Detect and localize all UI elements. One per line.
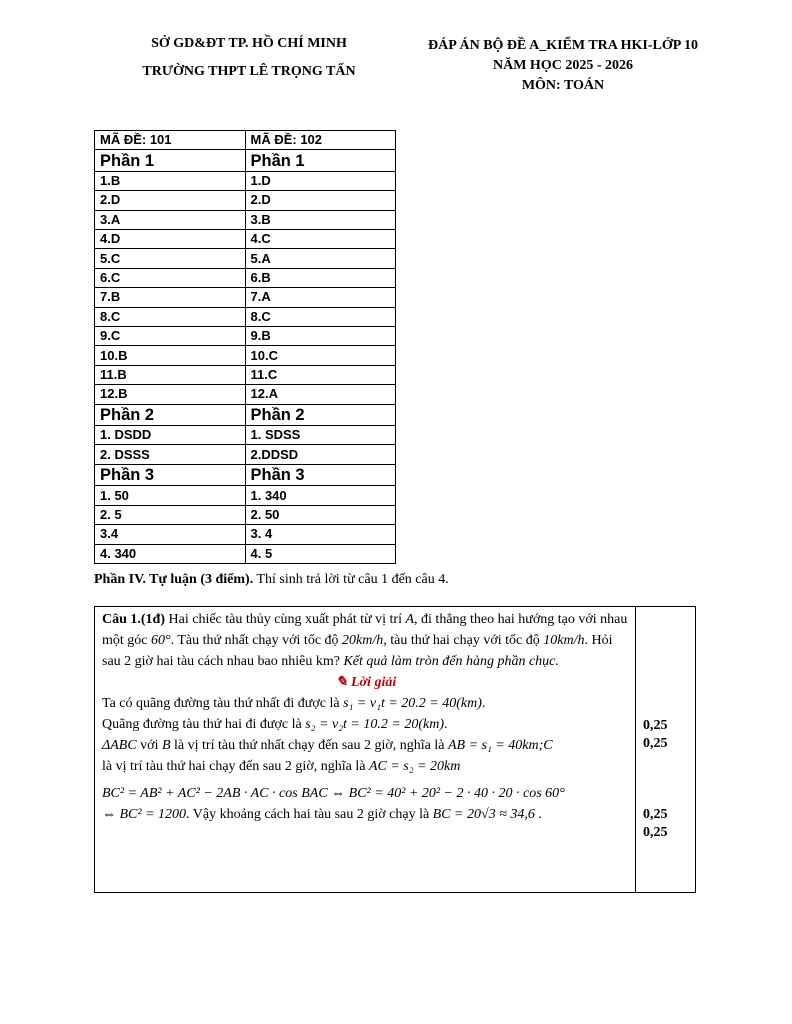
- exam-title: ĐÁP ÁN BỘ ĐỀ A_KIỂM TRA HKI-LỚP 10: [427, 38, 699, 53]
- table-section-row: [95, 404, 396, 426]
- code-102-cell: 4.C: [245, 230, 396, 249]
- code-102-cell: Phần 1: [245, 150, 396, 172]
- solution-step-4: là vị trí tàu thứ hai chạy đến sau 2 giờ, nghĩa là AC = s₂ = 20km: [102, 759, 461, 774]
- table-row: [95, 365, 396, 384]
- question-1-label: Câu 1.(1đ): [102, 612, 166, 627]
- score-column-divider: [635, 607, 636, 892]
- school-header: [104, 36, 394, 80]
- table-row: [95, 210, 396, 229]
- question-1-box: [94, 606, 696, 893]
- code-102-cell: 3.B: [245, 210, 396, 229]
- code-101-cell: 1.B: [95, 171, 246, 190]
- code-102-cell: 2.DDSD: [245, 445, 396, 464]
- code-101-cell: 6.C: [95, 268, 246, 287]
- code-102-cell: 9.B: [245, 327, 396, 346]
- solution-step-2: Quãng đường tàu thứ hai đi được là s₂ = v₂t = 10.2 = 20(km).: [102, 717, 448, 732]
- code-101-cell: Phần 2: [95, 404, 246, 426]
- code-102-cell: 1. SDSS: [245, 426, 396, 445]
- question-1-problem: Câu 1.(1đ) Hai chiếc tàu thủy cùng xuất phát từ vị trí A, đi thẳng theo hai hướng tạo với nhau một góc 60°. Tàu thứ nhất chạy với tốc độ 20km/h, tàu thứ hai chạy với tốc độ 10km/h. Hỏi sau 2 giờ hai tàu cách nhau bao nhiêu km? Kết quả làm tròn đến hàng phần chục.: [102, 612, 628, 669]
- score-2: 0,25: [643, 736, 668, 751]
- code-102-cell: 1. 340: [245, 486, 396, 505]
- school-year: NĂM HỌC 2025 - 2026: [493, 58, 633, 73]
- code-102-cell: 6.B: [245, 268, 396, 287]
- table-row: [95, 191, 396, 210]
- code-102-cell: 7.A: [245, 288, 396, 307]
- table-section-row: [95, 464, 396, 486]
- code-102-cell: 12.A: [245, 385, 396, 404]
- code-101-cell: 2. DSSS: [95, 445, 246, 464]
- table-row: [95, 288, 396, 307]
- table-row: [95, 249, 396, 268]
- code-102-cell: 1.D: [245, 171, 396, 190]
- score-1: 0,25: [643, 718, 668, 733]
- table-row: [95, 327, 396, 346]
- table-row: [95, 426, 396, 445]
- code-102-cell: 2. 50: [245, 505, 396, 524]
- code-102-cell: Phần 3: [245, 464, 396, 486]
- code-101-cell: 9.C: [95, 327, 246, 346]
- table-section-row: [95, 150, 396, 172]
- code-102-cell: 11.C: [245, 365, 396, 384]
- cosine-law-formula: BC² = AB² + AC² − 2AB · AC · cos BAC ⇔ BC² = 40² + 20² − 2 · 40 · 20 · cos 60°: [102, 786, 565, 801]
- code-102-cell: 8.C: [245, 307, 396, 326]
- table-row: [95, 486, 396, 505]
- score-4: 0,25: [643, 825, 668, 840]
- code-101-cell: 4. 340: [95, 544, 246, 563]
- code-102-cell: 3. 4: [245, 525, 396, 544]
- table-row: [95, 544, 396, 563]
- code-101-cell: MÃ ĐỀ: 101: [95, 131, 246, 150]
- code-101-cell: 1. DSDD: [95, 426, 246, 445]
- table-row: [95, 525, 396, 544]
- school-name: TRƯỜNG THPT LÊ TRỌNG TẤN: [142, 64, 356, 79]
- code-102-cell: 2.D: [245, 191, 396, 210]
- table-row: [95, 385, 396, 404]
- table-row: [95, 445, 396, 464]
- solution-result: ⇔ BC² = 1200. Vậy khoảng cách hai tàu sau 2 giờ chạy là BC = 20√3 ≈ 34,6 .: [102, 807, 542, 822]
- solution-step-3: ΔABC với B là vị trí tàu thứ nhất chạy đến sau 2 giờ, nghĩa là AB = s₁ = 40km;C: [102, 738, 553, 753]
- rounding-note: Kết quả làm tròn đến hàng phần chục.: [343, 654, 559, 669]
- solution-step-1: Ta có quãng đường tàu thứ nhất đi được là s₁ = v₁t = 20.2 = 40(km).: [102, 696, 486, 711]
- code-102-cell: 10.C: [245, 346, 396, 365]
- code-102-cell: Phần 2: [245, 404, 396, 426]
- code-102-cell: 4. 5: [245, 544, 396, 563]
- code-101-cell: 3.4: [95, 525, 246, 544]
- department-name: SỞ GD&ĐT TP. HỒ CHÍ MINH: [151, 36, 347, 51]
- subject: MÔN: TOÁN: [521, 78, 605, 93]
- code-101-cell: 1. 50: [95, 486, 246, 505]
- code-102-cell: MÃ ĐỀ: 102: [245, 131, 396, 150]
- code-101-cell: 8.C: [95, 307, 246, 326]
- code-101-cell: 7.B: [95, 288, 246, 307]
- code-101-cell: Phần 1: [95, 150, 246, 172]
- code-101-cell: Phần 3: [95, 464, 246, 486]
- code-102-cell: 5.A: [245, 249, 396, 268]
- table-row: [95, 171, 396, 190]
- table-row: [95, 505, 396, 524]
- code-101-cell: 12.B: [95, 385, 246, 404]
- table-row: [95, 346, 396, 365]
- code-101-cell: 4.D: [95, 230, 246, 249]
- exam-header: [398, 36, 728, 96]
- table-header-row: [95, 131, 396, 150]
- code-101-cell: 2. 5: [95, 505, 246, 524]
- table-row: [95, 307, 396, 326]
- code-101-cell: 2.D: [95, 191, 246, 210]
- code-101-cell: 10.B: [95, 346, 246, 365]
- answer-key-table: [94, 130, 396, 564]
- code-101-cell: 11.B: [95, 365, 246, 384]
- part4-heading: [94, 572, 449, 588]
- question-1-content: [102, 609, 630, 825]
- solution-title: ✎ Lời giải: [335, 675, 397, 690]
- table-row: [95, 268, 396, 287]
- table-row: [95, 230, 396, 249]
- score-3: 0,25: [643, 807, 668, 822]
- part4-title: Phần IV. Tự luận (3 điểm).: [94, 572, 254, 587]
- part4-instruction: Thí sinh trả lời từ câu 1 đến câu 4.: [256, 572, 449, 587]
- code-101-cell: 3.A: [95, 210, 246, 229]
- code-101-cell: 5.C: [95, 249, 246, 268]
